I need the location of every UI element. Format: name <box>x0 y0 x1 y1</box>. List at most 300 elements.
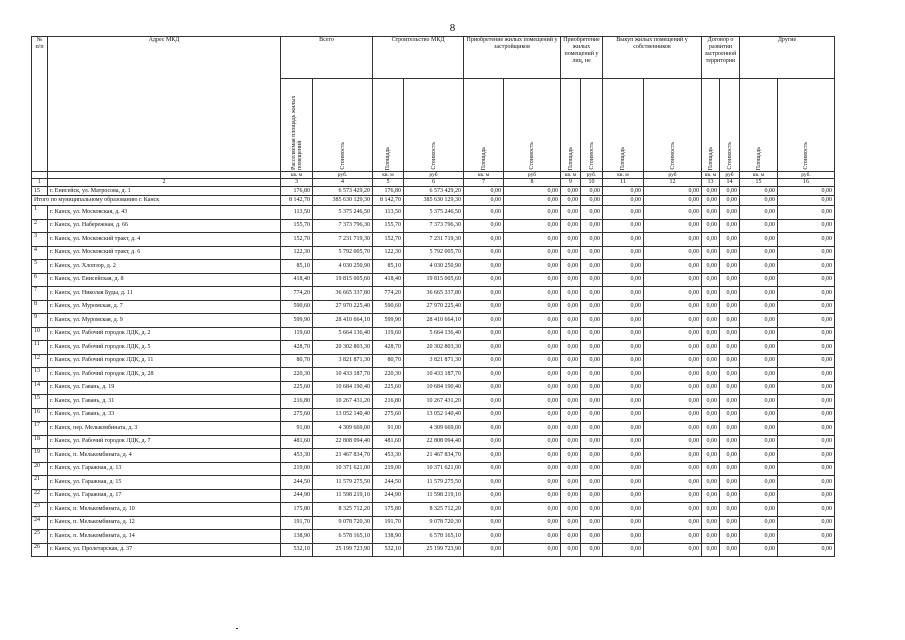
column-number: 3 <box>281 179 313 187</box>
value-cell: 9 078 720,30 <box>313 516 373 530</box>
zero-cell: 0,00 <box>644 476 702 490</box>
row-address: г. Канск, п. Мелькомбината, д. 14 <box>48 530 281 544</box>
column-number: 13 <box>702 179 720 187</box>
zero-cell: 0,00 <box>581 233 603 247</box>
zero-cell: 0,00 <box>778 381 835 395</box>
value-cell: 0,00 <box>464 187 504 196</box>
value-cell: 122,30 <box>373 246 404 260</box>
value-cell: 20 302 803,30 <box>404 341 464 355</box>
zero-cell: 0,00 <box>504 435 561 449</box>
value-cell: 275,60 <box>281 408 313 422</box>
unit-cell: кв. м <box>702 172 720 179</box>
zero-cell: 0,00 <box>561 462 581 476</box>
table-row <box>32 354 835 368</box>
row-address: г. Канск, ул. Рабочий городок ЛДК, д. 5 <box>48 341 281 355</box>
zero-cell: 0,00 <box>504 368 561 382</box>
row-address: г. Канск, ул. Пролетарская, д. 37 <box>48 543 281 557</box>
zero-cell: 0,00 <box>720 327 740 341</box>
row-number: 21 <box>32 476 48 490</box>
column-number: 1 <box>32 179 48 187</box>
value-cell: 599,90 <box>281 314 313 328</box>
row-number: 18 <box>32 435 48 449</box>
zero-cell: 0,00 <box>778 246 835 260</box>
zero-cell: 0,00 <box>464 449 504 463</box>
zero-cell: 0,00 <box>702 341 720 355</box>
zero-cell: 0,00 <box>720 273 740 287</box>
zero-cell: 0,00 <box>702 543 720 557</box>
value-cell: 191,70 <box>281 516 313 530</box>
zero-cell: 0,00 <box>740 449 778 463</box>
zero-cell: 0,00 <box>702 530 720 544</box>
value-cell: 4 309 669,00 <box>404 422 464 436</box>
zero-cell: 0,00 <box>464 435 504 449</box>
row-address: г. Канск, ул. Московская, д. 43 <box>48 206 281 220</box>
header-total: Всего <box>281 37 373 79</box>
value-cell: 453,30 <box>373 449 404 463</box>
total-value-cell: 0,00 <box>561 196 581 206</box>
value-cell: 774,20 <box>373 287 404 301</box>
value-cell: 453,30 <box>281 449 313 463</box>
unit-cell: кв. м <box>740 172 778 179</box>
unit-cell: кв. м <box>373 172 404 179</box>
zero-cell: 0,00 <box>581 206 603 220</box>
value-cell: 7 231 719,30 <box>313 233 373 247</box>
zero-cell: 0,00 <box>644 354 702 368</box>
zero-cell: 0,00 <box>561 260 581 274</box>
zero-cell: 0,00 <box>504 422 561 436</box>
value-cell: 8 325 712,20 <box>313 503 373 517</box>
zero-cell: 0,00 <box>740 476 778 490</box>
subheader-cell <box>404 79 464 172</box>
zero-cell: 0,00 <box>581 246 603 260</box>
row-number: 11 <box>32 341 48 355</box>
zero-cell: 0,00 <box>644 489 702 503</box>
zero-cell: 0,00 <box>644 233 702 247</box>
zero-cell: 0,00 <box>464 489 504 503</box>
zero-cell: 0,00 <box>581 341 603 355</box>
value-cell: 0,00 <box>720 187 740 196</box>
zero-cell: 0,00 <box>778 260 835 274</box>
zero-cell: 0,00 <box>603 395 644 409</box>
zero-cell: 0,00 <box>561 314 581 328</box>
row-address: г. Енисейск, ул. Матросова, д. 1 <box>48 187 281 196</box>
subheader-label: Стоимость <box>669 142 676 170</box>
value-cell: 244,50 <box>281 476 313 490</box>
zero-cell: 0,00 <box>740 489 778 503</box>
total-label: Итого по муниципальному образованию г. Канск <box>32 196 281 206</box>
zero-cell: 0,00 <box>581 516 603 530</box>
value-cell: 9 078 720,30 <box>404 516 464 530</box>
zero-cell: 0,00 <box>603 368 644 382</box>
zero-cell: 0,00 <box>504 489 561 503</box>
zero-cell: 0,00 <box>720 476 740 490</box>
row-address: г. Канск, пер. Мелькомбината, д. 3 <box>48 422 281 436</box>
column-number: 5 <box>373 179 404 187</box>
zero-cell: 0,00 <box>702 368 720 382</box>
zero-cell: 0,00 <box>720 516 740 530</box>
zero-cell: 0,00 <box>581 530 603 544</box>
zero-cell: 0,00 <box>702 408 720 422</box>
value-cell: 0,00 <box>702 187 720 196</box>
value-cell: 5 792 005,70 <box>313 246 373 260</box>
value-cell: 155,70 <box>373 219 404 233</box>
zero-cell: 0,00 <box>702 300 720 314</box>
value-cell: 191,70 <box>373 516 404 530</box>
zero-cell: 0,00 <box>644 516 702 530</box>
zero-cell: 0,00 <box>778 476 835 490</box>
total-value-cell: 385 630 129,30 <box>313 196 373 206</box>
value-cell: 176,80 <box>281 187 313 196</box>
table-row <box>32 233 835 247</box>
zero-cell: 0,00 <box>561 287 581 301</box>
zero-cell: 0,00 <box>464 206 504 220</box>
value-cell: 27 970 225,40 <box>404 300 464 314</box>
zero-cell: 0,00 <box>702 233 720 247</box>
row-number: 10 <box>32 327 48 341</box>
zero-cell: 0,00 <box>720 206 740 220</box>
row-number: 13 <box>32 368 48 382</box>
value-cell: 21 467 834,70 <box>313 449 373 463</box>
value-cell: 28 410 664,10 <box>313 314 373 328</box>
zero-cell: 0,00 <box>464 287 504 301</box>
value-cell: 138,90 <box>373 530 404 544</box>
row-number: 9 <box>32 314 48 328</box>
zero-cell: 0,00 <box>561 530 581 544</box>
zero-cell: 0,00 <box>720 422 740 436</box>
subheader-label: Стоимость <box>726 142 733 170</box>
header-buyout: Выкуп жилых помещений у собственников <box>603 37 702 79</box>
zero-cell: 0,00 <box>644 273 702 287</box>
zero-cell: 0,00 <box>603 543 644 557</box>
zero-cell: 0,00 <box>464 462 504 476</box>
subheader-cell <box>373 79 404 172</box>
row-address: г. Канск, ул. Рабочий городок ЛДК, д. 7 <box>48 435 281 449</box>
zero-cell: 0,00 <box>581 503 603 517</box>
value-cell: 152,70 <box>373 233 404 247</box>
value-cell: 481,60 <box>281 435 313 449</box>
zero-cell: 0,00 <box>702 476 720 490</box>
table-row <box>32 395 835 409</box>
zero-cell: 0,00 <box>740 543 778 557</box>
zero-cell: 0,00 <box>740 354 778 368</box>
value-cell: 155,70 <box>281 219 313 233</box>
zero-cell: 0,00 <box>740 219 778 233</box>
row-number: 1 <box>32 206 48 220</box>
zero-cell: 0,00 <box>720 287 740 301</box>
table-row <box>32 530 835 544</box>
zero-cell: 0,00 <box>720 449 740 463</box>
zero-cell: 0,00 <box>561 206 581 220</box>
value-cell: 0,00 <box>740 187 778 196</box>
row-number: 26 <box>32 543 48 557</box>
zero-cell: 0,00 <box>644 381 702 395</box>
row-address: г. Канск, ул. Гаражная, д. 17 <box>48 489 281 503</box>
value-cell: 85,10 <box>281 260 313 274</box>
zero-cell: 0,00 <box>561 354 581 368</box>
row-number: 7 <box>32 287 48 301</box>
zero-cell: 0,00 <box>504 233 561 247</box>
zero-cell: 0,00 <box>702 354 720 368</box>
zero-cell: 0,00 <box>778 341 835 355</box>
zero-cell: 0,00 <box>644 449 702 463</box>
total-value-cell: 0,00 <box>581 196 603 206</box>
value-cell: 7 373 796,30 <box>313 219 373 233</box>
page-number: 8 <box>449 22 456 34</box>
value-cell: 0,00 <box>778 187 835 196</box>
unit-cell: кв. м <box>561 172 581 179</box>
row-address: г. Канск, ул. Николая Буды, д. 11 <box>48 287 281 301</box>
table-row <box>32 381 835 395</box>
value-cell: 418,40 <box>281 273 313 287</box>
zero-cell: 0,00 <box>740 260 778 274</box>
value-cell: 244,90 <box>373 489 404 503</box>
value-cell: 119,60 <box>373 327 404 341</box>
zero-cell: 0,00 <box>581 422 603 436</box>
column-number: 6 <box>404 179 464 187</box>
value-cell: 175,80 <box>281 503 313 517</box>
total-value-cell: 8 142,70 <box>281 196 313 206</box>
zero-cell: 0,00 <box>504 260 561 274</box>
subheader-cell <box>778 79 835 172</box>
zero-cell: 0,00 <box>644 260 702 274</box>
subheader-label: Площадь <box>707 146 714 170</box>
value-cell: 11 598 219,10 <box>404 489 464 503</box>
table-row <box>32 503 835 517</box>
zero-cell: 0,00 <box>720 246 740 260</box>
total-value-cell: 0,00 <box>740 196 778 206</box>
zero-cell: 0,00 <box>464 354 504 368</box>
value-cell: 774,20 <box>281 287 313 301</box>
zero-cell: 0,00 <box>464 327 504 341</box>
zero-cell: 0,00 <box>561 516 581 530</box>
zero-cell: 0,00 <box>464 273 504 287</box>
zero-cell: 0,00 <box>720 300 740 314</box>
zero-cell: 0,00 <box>644 341 702 355</box>
value-cell: 80,70 <box>373 354 404 368</box>
value-cell: 590,60 <box>281 300 313 314</box>
zero-cell: 0,00 <box>644 408 702 422</box>
subheader-cell <box>644 79 702 172</box>
zero-cell: 0,00 <box>644 435 702 449</box>
value-cell: 28 410 664,10 <box>404 314 464 328</box>
zero-cell: 0,00 <box>702 327 720 341</box>
zero-cell: 0,00 <box>720 489 740 503</box>
zero-cell: 0,00 <box>740 503 778 517</box>
row-address: г. Канск, ул. Хлопзор, д. 2 <box>48 260 281 274</box>
zero-cell: 0,00 <box>561 300 581 314</box>
zero-cell: 0,00 <box>702 449 720 463</box>
zero-cell: 0,00 <box>644 300 702 314</box>
table-row <box>32 408 835 422</box>
row-address: г. Канск, ул. Муромская, д. 7 <box>48 300 281 314</box>
zero-cell: 0,00 <box>581 300 603 314</box>
total-value-cell: 0,00 <box>504 196 561 206</box>
unit-cell: руб. <box>778 172 835 179</box>
zero-cell: 0,00 <box>740 530 778 544</box>
value-cell: 3 821 871,30 <box>313 354 373 368</box>
value-cell: 244,50 <box>373 476 404 490</box>
value-cell: 0,00 <box>603 187 644 196</box>
zero-cell: 0,00 <box>581 435 603 449</box>
zero-cell: 0,00 <box>561 489 581 503</box>
row-address: г. Канск, ул. Рабочий городок ЛДК, д. 28 <box>48 368 281 382</box>
total-value-cell: 8 142,70 <box>373 196 404 206</box>
zero-cell: 0,00 <box>720 530 740 544</box>
units-blank <box>32 172 48 179</box>
zero-cell: 0,00 <box>778 233 835 247</box>
resettlement-table <box>31 36 835 557</box>
value-cell: 225,60 <box>373 381 404 395</box>
zero-cell: 0,00 <box>464 530 504 544</box>
zero-cell: 0,00 <box>464 503 504 517</box>
value-cell: 7 231 719,30 <box>404 233 464 247</box>
value-cell: 85,10 <box>373 260 404 274</box>
value-cell: 113,50 <box>281 206 313 220</box>
table-row <box>32 543 835 557</box>
zero-cell: 0,00 <box>464 476 504 490</box>
zero-cell: 0,00 <box>603 408 644 422</box>
zero-cell: 0,00 <box>720 354 740 368</box>
column-number: 15 <box>740 179 778 187</box>
row-number: 15 <box>32 187 48 196</box>
zero-cell: 0,00 <box>464 300 504 314</box>
zero-cell: 0,00 <box>778 489 835 503</box>
subheader-label: Стоимость <box>339 142 346 170</box>
units-row <box>32 172 835 179</box>
zero-cell: 0,00 <box>644 422 702 436</box>
value-cell: 22 808 094,40 <box>404 435 464 449</box>
zero-cell: 0,00 <box>603 462 644 476</box>
zero-cell: 0,00 <box>504 354 561 368</box>
zero-cell: 0,00 <box>702 462 720 476</box>
row-number: 5 <box>32 260 48 274</box>
table-row <box>32 489 835 503</box>
zero-cell: 0,00 <box>778 327 835 341</box>
table-row <box>32 462 835 476</box>
value-cell: 8 325 712,20 <box>404 503 464 517</box>
subheader-cell <box>313 79 373 172</box>
zero-cell: 0,00 <box>720 341 740 355</box>
zero-cell: 0,00 <box>504 246 561 260</box>
value-cell: 418,40 <box>373 273 404 287</box>
zero-cell: 0,00 <box>720 233 740 247</box>
zero-cell: 0,00 <box>778 206 835 220</box>
zero-cell: 0,00 <box>720 462 740 476</box>
subheader-label: Стоимость <box>529 142 535 170</box>
zero-cell: 0,00 <box>603 435 644 449</box>
zero-cell: 0,00 <box>778 287 835 301</box>
zero-cell: 0,00 <box>702 435 720 449</box>
zero-cell: 0,00 <box>581 449 603 463</box>
zero-cell: 0,00 <box>581 462 603 476</box>
subheader-label: Стоимость <box>803 142 809 170</box>
zero-cell: 0,00 <box>581 408 603 422</box>
zero-cell: 0,00 <box>561 435 581 449</box>
zero-cell: 0,00 <box>778 435 835 449</box>
value-cell: 25 199 723,90 <box>404 543 464 557</box>
value-cell: 13 052 140,40 <box>313 408 373 422</box>
table-row <box>32 435 835 449</box>
subheader-label: Стоимость <box>430 142 437 170</box>
value-cell: 220,30 <box>373 368 404 382</box>
value-cell: 216,80 <box>373 395 404 409</box>
subheader-label: Площадь <box>480 146 487 170</box>
zero-cell: 0,00 <box>644 246 702 260</box>
zero-cell: 0,00 <box>504 516 561 530</box>
zero-cell: 0,00 <box>464 314 504 328</box>
zero-cell: 0,00 <box>603 233 644 247</box>
unit-cell: кв. м <box>281 172 313 179</box>
zero-cell: 0,00 <box>702 489 720 503</box>
table-row <box>32 246 835 260</box>
zero-cell: 0,00 <box>603 246 644 260</box>
subheader-label: Площадь <box>567 146 574 170</box>
units-blank <box>48 172 281 179</box>
zero-cell: 0,00 <box>581 273 603 287</box>
zero-cell: 0,00 <box>561 543 581 557</box>
value-cell: 5 664 136,40 <box>313 327 373 341</box>
value-cell: 11 579 275,50 <box>313 476 373 490</box>
row-number: 3 <box>32 233 48 247</box>
zero-cell: 0,00 <box>464 341 504 355</box>
row-number: 19 <box>32 449 48 463</box>
zero-cell: 0,00 <box>720 260 740 274</box>
value-cell: 220,30 <box>281 368 313 382</box>
zero-cell: 0,00 <box>702 381 720 395</box>
table-row <box>32 327 835 341</box>
row-address: г. Канск, ул. Набережная, д. 66 <box>48 219 281 233</box>
zero-cell: 0,00 <box>504 300 561 314</box>
value-cell: 176,80 <box>373 187 404 196</box>
row-number: 17 <box>32 422 48 436</box>
value-cell: 0,00 <box>504 187 561 196</box>
zero-cell: 0,00 <box>561 273 581 287</box>
value-cell: 36 665 337,80 <box>404 287 464 301</box>
value-cell: 0,00 <box>561 187 581 196</box>
subheader-cell <box>603 79 644 172</box>
zero-cell: 0,00 <box>740 206 778 220</box>
zero-cell: 0,00 <box>720 219 740 233</box>
zero-cell: 0,00 <box>644 368 702 382</box>
zero-cell: 0,00 <box>778 543 835 557</box>
zero-cell: 0,00 <box>644 327 702 341</box>
column-number: 16 <box>778 179 835 187</box>
value-cell: 244,90 <box>281 489 313 503</box>
zero-cell: 0,00 <box>702 395 720 409</box>
zero-cell: 0,00 <box>644 543 702 557</box>
zero-cell: 0,00 <box>778 530 835 544</box>
total-value-cell: 0,00 <box>778 196 835 206</box>
value-cell: 481,60 <box>373 435 404 449</box>
row-number: 25 <box>32 530 48 544</box>
zero-cell: 0,00 <box>603 422 644 436</box>
zero-cell: 0,00 <box>603 300 644 314</box>
value-cell: 5 792 005,70 <box>404 246 464 260</box>
zero-cell: 0,00 <box>464 246 504 260</box>
column-number: 8 <box>504 179 561 187</box>
zero-cell: 0,00 <box>603 354 644 368</box>
zero-cell: 0,00 <box>561 503 581 517</box>
zero-cell: 0,00 <box>603 503 644 517</box>
subheader-cell <box>702 79 720 172</box>
zero-cell: 0,00 <box>720 503 740 517</box>
row-address: г. Канск, п. Мелькомбината, д. 10 <box>48 503 281 517</box>
total-value-cell: 0,00 <box>644 196 702 206</box>
zero-cell: 0,00 <box>720 381 740 395</box>
zero-cell: 0,00 <box>740 341 778 355</box>
value-cell: 20 302 803,30 <box>313 341 373 355</box>
zero-cell: 0,00 <box>581 219 603 233</box>
